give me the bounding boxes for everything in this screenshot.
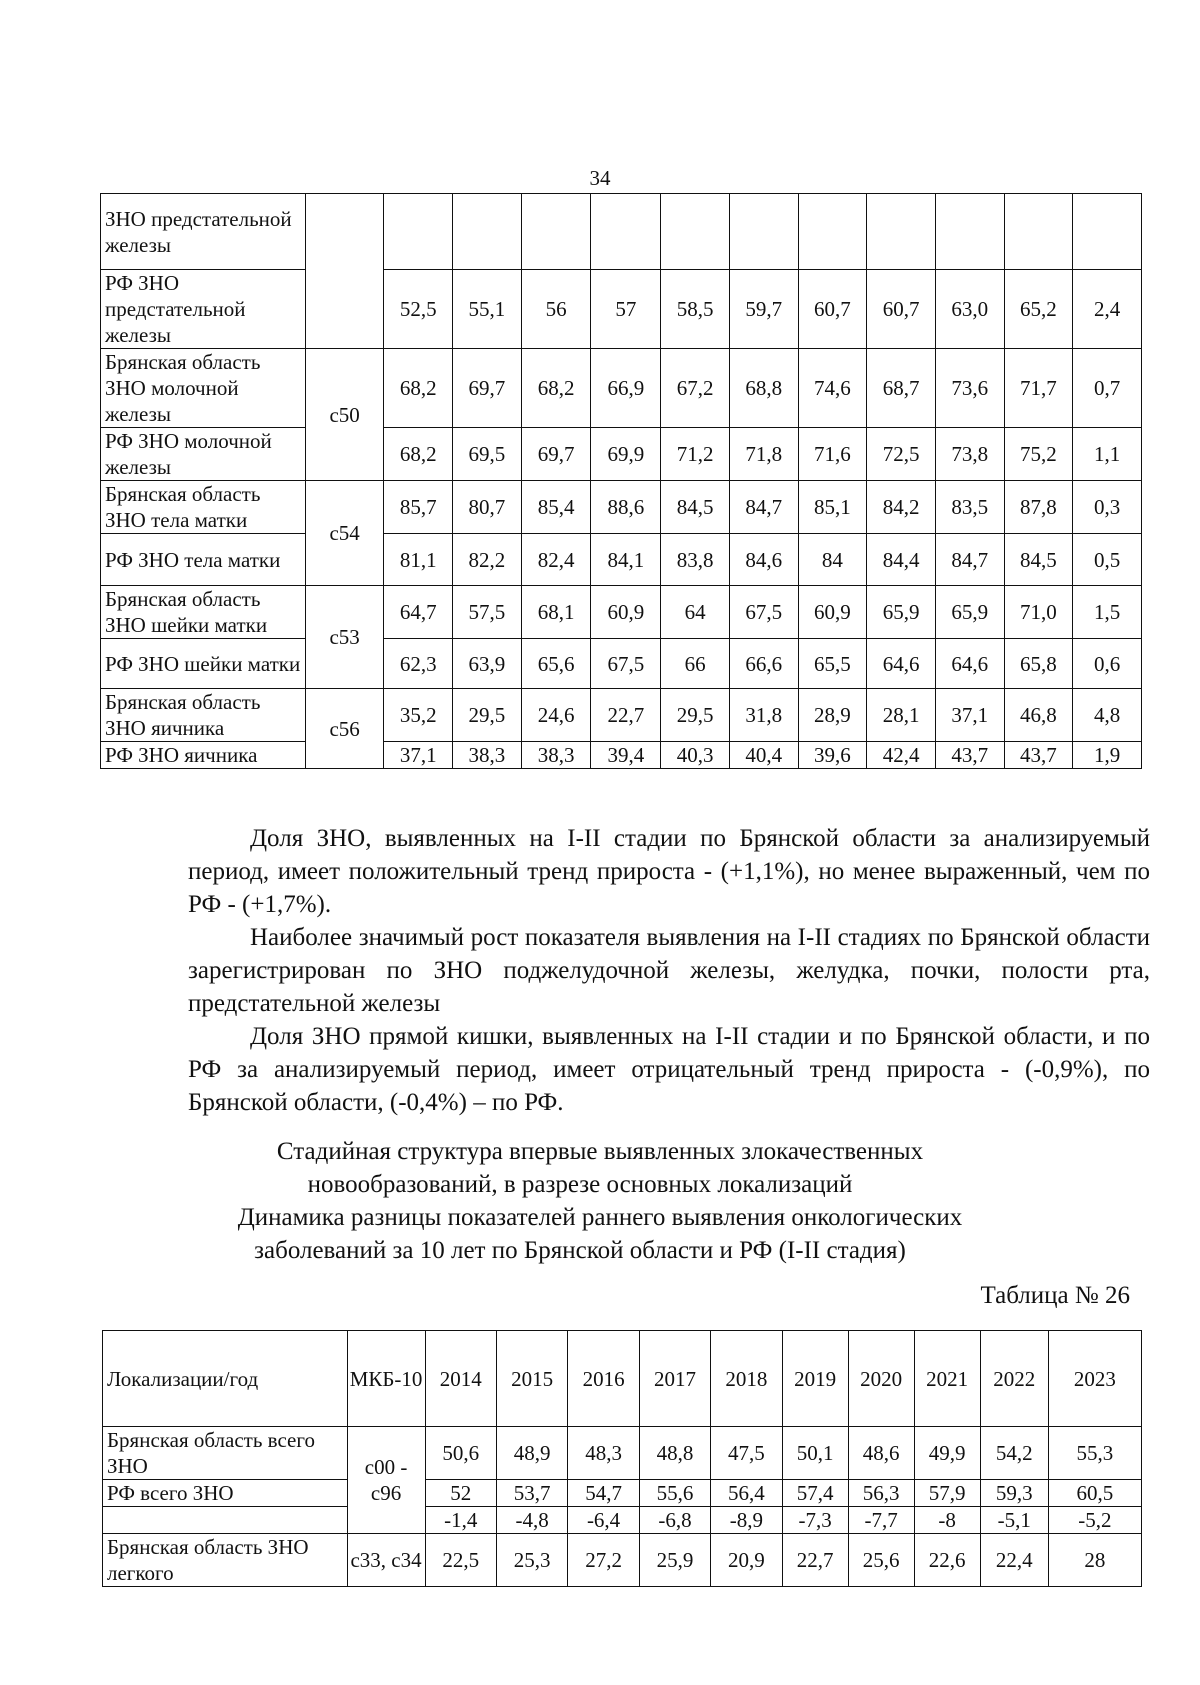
value-cell: 65,6: [521, 639, 591, 689]
table-caption: [0, 1135, 1200, 1267]
value-cell: 27,2: [568, 1534, 639, 1587]
header-year: 2021: [914, 1331, 980, 1427]
value-cell: 64,7: [384, 586, 453, 639]
value-cell: 35,2: [384, 689, 453, 742]
value-cell: [935, 194, 1004, 270]
value-cell: 42,4: [867, 742, 936, 769]
value-cell: 22,7: [782, 1534, 848, 1587]
row-label: [103, 1507, 348, 1534]
value-cell: 67,5: [729, 586, 798, 639]
value-cell: 63,9: [453, 639, 522, 689]
value-cell: 68,2: [521, 349, 591, 428]
value-cell: 60,9: [798, 586, 867, 639]
row-label: РФ ЗНО молочной железы: [101, 428, 306, 481]
value-cell: 64: [661, 586, 730, 639]
value-cell: 75,2: [1004, 428, 1073, 481]
value-cell: 83,8: [661, 534, 730, 586]
value-cell: 82,2: [453, 534, 522, 586]
value-cell: 74,6: [798, 349, 867, 428]
table-row: [103, 1534, 1142, 1587]
value-cell: 1,1: [1073, 428, 1142, 481]
value-cell: -6,4: [568, 1507, 639, 1534]
value-cell: 40,4: [729, 742, 798, 769]
value-cell: 66,9: [591, 349, 661, 428]
value-cell: 22,7: [591, 689, 661, 742]
value-cell: 37,1: [384, 742, 453, 769]
value-cell: 84,5: [1004, 534, 1073, 586]
value-cell: 1,5: [1073, 586, 1142, 639]
row-label: РФ ЗНО яичника: [101, 742, 306, 769]
value-cell: 82,4: [521, 534, 591, 586]
value-cell: 68,8: [729, 349, 798, 428]
value-cell: 38,3: [521, 742, 591, 769]
value-cell: 22,5: [425, 1534, 496, 1587]
value-cell: 84,4: [867, 534, 936, 586]
value-cell: 67,2: [661, 349, 730, 428]
value-cell: 55,3: [1048, 1427, 1141, 1480]
value-cell: 29,5: [661, 689, 730, 742]
value-cell: 66: [661, 639, 730, 689]
value-cell: 84: [798, 534, 867, 586]
value-cell: 49,9: [914, 1427, 980, 1480]
value-cell: 56: [521, 270, 591, 349]
value-cell: 48,9: [496, 1427, 567, 1480]
value-cell: 84,5: [661, 481, 730, 534]
value-cell: 68,1: [521, 586, 591, 639]
value-cell: 71,7: [1004, 349, 1073, 428]
value-cell: 88,6: [591, 481, 661, 534]
value-cell: 84,7: [729, 481, 798, 534]
value-cell: 39,4: [591, 742, 661, 769]
value-cell: 69,7: [521, 428, 591, 481]
header-year: 2023: [1048, 1331, 1141, 1427]
value-cell: 1,9: [1073, 742, 1142, 769]
value-cell: 68,7: [867, 349, 936, 428]
value-cell: 63,0: [935, 270, 1004, 349]
icd-code: с53: [305, 586, 383, 689]
value-cell: 59,7: [729, 270, 798, 349]
value-cell: [867, 194, 936, 270]
value-cell: -6,8: [639, 1507, 710, 1534]
value-cell: 48,6: [848, 1427, 914, 1480]
value-cell: 57,5: [453, 586, 522, 639]
value-cell: 48,8: [639, 1427, 710, 1480]
header-year: 2016: [568, 1331, 639, 1427]
row-label: Брянская область ЗНО тела матки: [101, 481, 306, 534]
value-cell: 58,5: [661, 270, 730, 349]
page-number: 34: [589, 166, 611, 190]
header-location: Локализации/год: [103, 1331, 348, 1427]
value-cell: 54,2: [980, 1427, 1048, 1480]
value-cell: 2,4: [1073, 270, 1142, 349]
value-cell: 65,9: [935, 586, 1004, 639]
value-cell: 60,7: [798, 270, 867, 349]
value-cell: 43,7: [935, 742, 1004, 769]
header-year: 2017: [639, 1331, 710, 1427]
value-cell: 47,5: [711, 1427, 782, 1480]
table-row: [101, 742, 1142, 769]
header-year: 2014: [425, 1331, 496, 1427]
value-cell: 73,8: [935, 428, 1004, 481]
value-cell: 85,1: [798, 481, 867, 534]
row-label: РФ ЗНО предстательной железы: [101, 270, 306, 349]
value-cell: [591, 194, 661, 270]
value-cell: 72,5: [867, 428, 936, 481]
row-label: ЗНО предстательной железы: [101, 194, 306, 270]
value-cell: 65,2: [1004, 270, 1073, 349]
value-cell: 28,1: [867, 689, 936, 742]
icd-code: с50: [305, 349, 383, 481]
value-cell: 0,5: [1073, 534, 1142, 586]
icd-code: [305, 194, 383, 349]
table-row: [101, 689, 1142, 742]
value-cell: 0,6: [1073, 639, 1142, 689]
value-cell: [798, 194, 867, 270]
table-top: [100, 193, 1142, 769]
caption-line: Динамика разницы показателей раннего выявления онкологических: [237, 1204, 963, 1231]
value-cell: 65,5: [798, 639, 867, 689]
value-cell: 69,7: [453, 349, 522, 428]
icd-code: с33, с34: [347, 1534, 425, 1587]
value-cell: 28,9: [798, 689, 867, 742]
value-cell: 87,8: [1004, 481, 1073, 534]
paragraph: Наиболее значимый рост показателя выявления на I-II стадиях по Брянской области зарегистрирован по ЗНО поджелудочной железы, желудка, почки, полости рта, предстательной железы: [188, 924, 1150, 1017]
table-row: [101, 349, 1142, 428]
value-cell: 24,6: [521, 689, 591, 742]
value-cell: 84,7: [935, 534, 1004, 586]
value-cell: 83,5: [935, 481, 1004, 534]
table-bottom: [102, 1330, 1142, 1587]
value-cell: -8: [914, 1507, 980, 1534]
value-cell: 59,3: [980, 1480, 1048, 1507]
caption-line: Стадийная структура впервые выявленных злокачественных: [276, 1138, 924, 1165]
value-cell: 52,5: [384, 270, 453, 349]
value-cell: 67,5: [591, 639, 661, 689]
table-row: [101, 586, 1142, 639]
value-cell: 48,3: [568, 1427, 639, 1480]
header-year: 2018: [711, 1331, 782, 1427]
body-text: [188, 822, 1150, 1119]
row-label: Брянская область ЗНО легкого: [103, 1534, 348, 1587]
row-label: Брянская область ЗНО молочной железы: [101, 349, 306, 428]
row-label: РФ ЗНО шейки матки: [101, 639, 306, 689]
row-label: Брянская область ЗНО шейки матки: [101, 586, 306, 639]
value-cell: 28: [1048, 1534, 1141, 1587]
table-row: [101, 270, 1142, 349]
value-cell: -7,7: [848, 1507, 914, 1534]
value-cell: 54,7: [568, 1480, 639, 1507]
value-cell: -7,3: [782, 1507, 848, 1534]
value-cell: 84,6: [729, 534, 798, 586]
paragraph: Доля ЗНО, выявленных на I-II стадии по Брянской области за анализируемый период, имеет положительный тренд прироста - (+1,1%), но менее выраженный, чем по РФ - (+1,7%).: [188, 825, 1150, 918]
value-cell: 81,1: [384, 534, 453, 586]
value-cell: 0,3: [1073, 481, 1142, 534]
value-cell: 43,7: [1004, 742, 1073, 769]
value-cell: 29,5: [453, 689, 522, 742]
value-cell: 20,9: [711, 1534, 782, 1587]
header-year: 2020: [848, 1331, 914, 1427]
value-cell: 46,8: [1004, 689, 1073, 742]
icd-code: с54: [305, 481, 383, 586]
value-cell: 50,6: [425, 1427, 496, 1480]
value-cell: -8,9: [711, 1507, 782, 1534]
value-cell: 0,7: [1073, 349, 1142, 428]
value-cell: 71,8: [729, 428, 798, 481]
value-cell: 31,8: [729, 689, 798, 742]
value-cell: 60,5: [1048, 1480, 1141, 1507]
value-cell: [521, 194, 591, 270]
value-cell: 85,4: [521, 481, 591, 534]
value-cell: 71,6: [798, 428, 867, 481]
table-number: Таблица № 26: [980, 1282, 1130, 1309]
table-row: [101, 194, 1142, 270]
value-cell: 65,9: [867, 586, 936, 639]
value-cell: [384, 194, 453, 270]
row-label: Брянская область всего ЗНО: [103, 1427, 348, 1480]
value-cell: -4,8: [496, 1507, 567, 1534]
value-cell: [1004, 194, 1073, 270]
caption-line: заболеваний за 10 лет по Брянской области и РФ (I-II стадия): [254, 1237, 906, 1264]
value-cell: [1073, 194, 1142, 270]
value-cell: 22,6: [914, 1534, 980, 1587]
value-cell: 62,3: [384, 639, 453, 689]
table-row: [101, 481, 1142, 534]
value-cell: 80,7: [453, 481, 522, 534]
header-year: 2022: [980, 1331, 1048, 1427]
value-cell: 25,6: [848, 1534, 914, 1587]
value-cell: 68,2: [384, 349, 453, 428]
value-cell: 57,9: [914, 1480, 980, 1507]
value-cell: 71,0: [1004, 586, 1073, 639]
table-row: [103, 1480, 1142, 1507]
header-year: 2019: [782, 1331, 848, 1427]
value-cell: 60,7: [867, 270, 936, 349]
value-cell: 40,3: [661, 742, 730, 769]
value-cell: 71,2: [661, 428, 730, 481]
value-cell: 60,9: [591, 586, 661, 639]
header-icd: МКБ-10: [347, 1331, 425, 1427]
value-cell: 57,4: [782, 1480, 848, 1507]
row-label: Брянская область ЗНО яичника: [101, 689, 306, 742]
table-row: [101, 534, 1142, 586]
value-cell: -5,1: [980, 1507, 1048, 1534]
value-cell: 66,6: [729, 639, 798, 689]
value-cell: [453, 194, 522, 270]
value-cell: 69,5: [453, 428, 522, 481]
value-cell: -5,2: [1048, 1507, 1141, 1534]
table-row: [103, 1427, 1142, 1480]
value-cell: 39,6: [798, 742, 867, 769]
value-cell: 25,9: [639, 1534, 710, 1587]
value-cell: 37,1: [935, 689, 1004, 742]
value-cell: 25,3: [496, 1534, 567, 1587]
value-cell: 4,8: [1073, 689, 1142, 742]
value-cell: -1,4: [425, 1507, 496, 1534]
value-cell: 56,3: [848, 1480, 914, 1507]
value-cell: 38,3: [453, 742, 522, 769]
table-row: [101, 639, 1142, 689]
value-cell: 55,6: [639, 1480, 710, 1507]
value-cell: 50,1: [782, 1427, 848, 1480]
row-label: РФ ЗНО тела матки: [101, 534, 306, 586]
value-cell: [729, 194, 798, 270]
value-cell: 69,9: [591, 428, 661, 481]
icd-code: с56: [305, 689, 383, 769]
value-cell: 52: [425, 1480, 496, 1507]
value-cell: 65,8: [1004, 639, 1073, 689]
row-label: РФ всего ЗНО: [103, 1480, 348, 1507]
icd-code: с00 - с96: [347, 1427, 425, 1534]
value-cell: 64,6: [935, 639, 1004, 689]
table-row: [101, 428, 1142, 481]
value-cell: 84,2: [867, 481, 936, 534]
value-cell: 56,4: [711, 1480, 782, 1507]
value-cell: 57: [591, 270, 661, 349]
value-cell: 22,4: [980, 1534, 1048, 1587]
value-cell: 73,6: [935, 349, 1004, 428]
value-cell: 55,1: [453, 270, 522, 349]
value-cell: 68,2: [384, 428, 453, 481]
value-cell: 85,7: [384, 481, 453, 534]
table-row: [103, 1507, 1142, 1534]
paragraph: Доля ЗНО прямой кишки, выявленных на I-II стадии и по Брянской области, и по РФ за анализируемый период, имеет отрицательный тренд прироста - (-0,9%), по Брянской области, (-0,4%) – по РФ.: [188, 1023, 1150, 1116]
value-cell: 64,6: [867, 639, 936, 689]
value-cell: [661, 194, 730, 270]
value-cell: 84,1: [591, 534, 661, 586]
header-year: 2015: [496, 1331, 567, 1427]
caption-line: новообразований, в разрезе основных локализаций: [307, 1171, 853, 1198]
value-cell: 53,7: [496, 1480, 567, 1507]
